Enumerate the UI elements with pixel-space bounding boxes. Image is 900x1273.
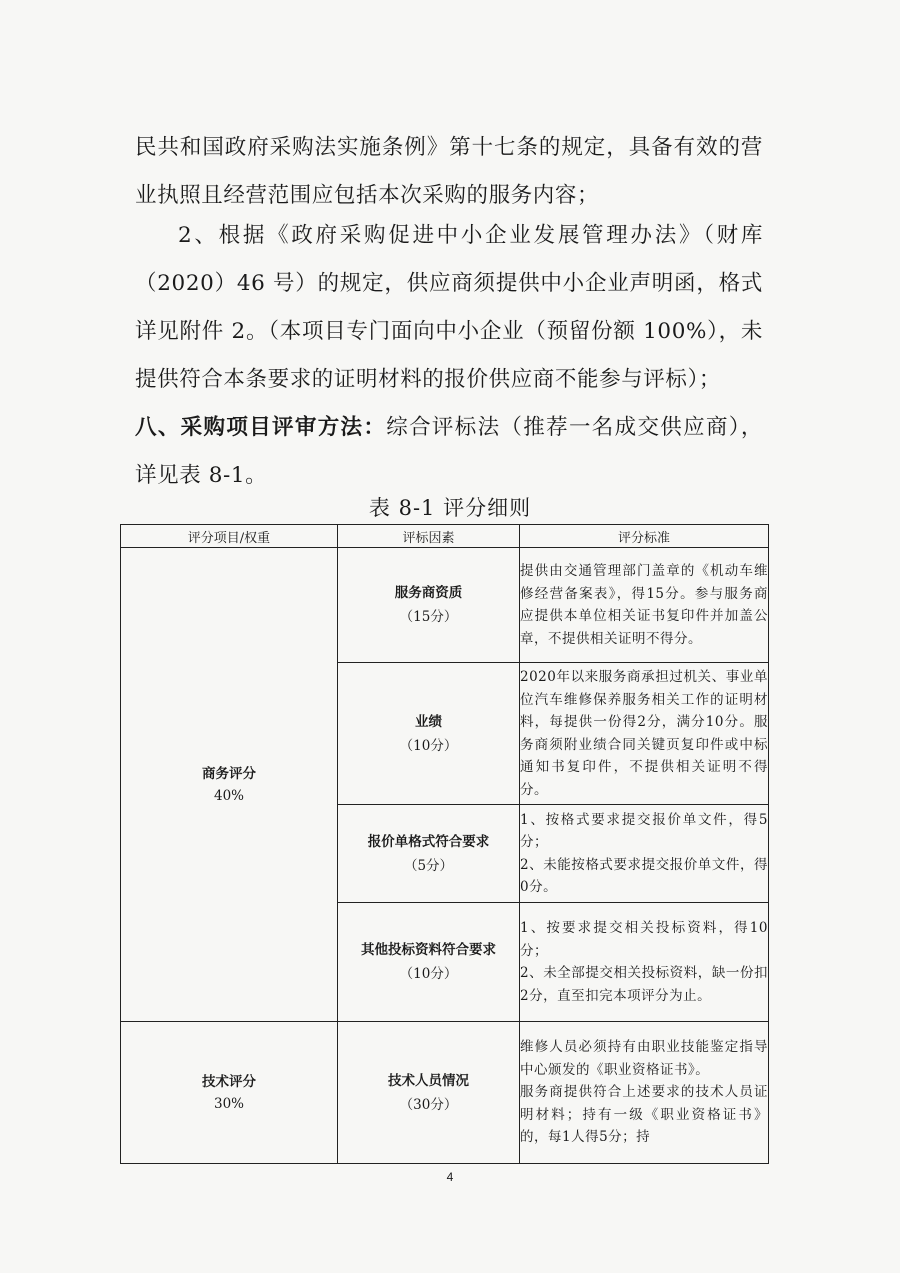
header-factor: 评标因素 xyxy=(338,525,520,548)
table-row xyxy=(121,1022,769,1164)
paragraph-continuation: 民共和国政府采购法实施条例》第十七条的规定，具备有效的营业执照且经营范围应包括本次采购的服务内容； xyxy=(135,135,763,208)
factor-points: （5分） xyxy=(403,857,454,874)
section-body: 综合评标法（推荐一名成交供应商），详见表 8-1。 xyxy=(135,415,764,488)
factor-name: 服务商资质 xyxy=(394,585,463,601)
standard-line: 服务商提供符合上述要求的技术人员证明材料；持有一级《职业资格证书》的，每1人得5分；持 xyxy=(520,1084,768,1146)
table-header-row xyxy=(121,525,769,548)
standard-text: 2020年以来服务商承担过机关、事业单位汽车维修保养服务相关工作的证明材料，每提供一份得2分，满分10分。服务商须附业绩合同关键页复印件或中标通知书复印件，不提供相关证明不得分。 xyxy=(520,669,768,798)
factor-qualification xyxy=(338,548,520,663)
standard-line: 维修人员必须持有由职业技能鉴定指导中心颁发的《职业资格证书》。 xyxy=(520,1039,768,1078)
factor-technical-staff xyxy=(338,1022,520,1164)
factor-name: 报价单格式符合要求 xyxy=(367,833,490,850)
category-name: 技术评分 xyxy=(202,1073,256,1090)
factor-name: 业绩 xyxy=(415,713,442,730)
category-weight: 30% xyxy=(213,1095,244,1112)
standard-line: 1、按格式要求提交报价单文件，得5分； xyxy=(520,811,768,850)
standard-text: 提供由交通管理部门盖章的《机动车维修经营备案表》，得15分。参与服务商应提供本单位相关证书复印件并加盖公章，不提供相关证明不得分。 xyxy=(520,563,768,647)
header-standard: 评分标准 xyxy=(520,525,769,548)
factor-performance xyxy=(338,663,520,805)
category-weight: 40% xyxy=(213,787,244,804)
standard-technical-staff xyxy=(520,1022,769,1164)
category-name: 商务评分 xyxy=(202,765,256,782)
header-category: 评分项目/权重 xyxy=(121,525,338,548)
category-business xyxy=(121,548,338,1022)
factor-points: （15分） xyxy=(399,609,458,625)
table-caption: 表 8-1 评分细则 xyxy=(368,496,532,520)
standard-line: 2、未全部提交相关投标资料，缺一份扣2分，直至扣完本项评分为止。 xyxy=(520,965,768,1004)
paragraph-sme-requirement: 2、根据《政府采购促进中小企业发展管理办法》（财库（2020）46 号）的规定，供应商须提供中小企业声明函，格式详见附件 2。（本项目专门面向中小企业（预留份额 100%），未提供符合本条要求的证明材料的报价供应商不能参与评标）； xyxy=(135,223,763,392)
factor-name: 技术人员情况 xyxy=(388,1072,469,1089)
paragraph-evaluation-method xyxy=(135,404,763,500)
factor-points: （30分） xyxy=(399,1096,458,1113)
scoring-table xyxy=(120,524,769,1164)
standard-line: 1、按要求提交相关投标资料，得10分； xyxy=(520,920,768,959)
section-heading: 八、采购项目评审方法： xyxy=(135,415,387,440)
page-number: 4 xyxy=(446,1170,454,1184)
factor-name: 其他投标资料符合要求 xyxy=(361,942,496,958)
factor-points: （10分） xyxy=(399,737,458,754)
standard-line: 2、未能按格式要求提交报价单文件，得0分。 xyxy=(520,856,768,895)
category-technical xyxy=(121,1022,338,1164)
standard-qualification xyxy=(520,548,769,663)
standard-performance xyxy=(520,663,769,805)
standard-other-documents xyxy=(520,903,769,1022)
factor-other-documents xyxy=(338,903,520,1022)
standard-quote-format xyxy=(520,805,769,903)
factor-quote-format xyxy=(338,805,520,903)
factor-points: （10分） xyxy=(399,966,458,982)
table-row xyxy=(121,548,769,663)
